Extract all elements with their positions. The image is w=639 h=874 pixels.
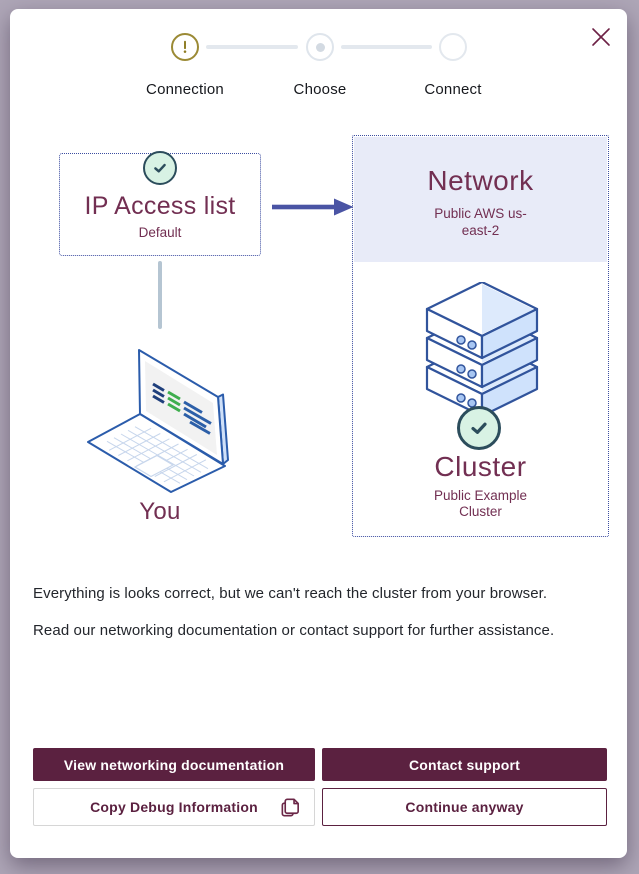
cluster-check-icon <box>457 406 501 450</box>
network-cluster-panel <box>352 135 609 537</box>
step-label-choose: Choose <box>293 81 347 98</box>
status-message-line2: Read our networking documentation or contact support for further assistance. <box>33 622 555 639</box>
step-connect-indicator <box>439 33 467 61</box>
arrow-right-icon <box>272 198 354 216</box>
copy-debug-information-button[interactable]: Copy Debug Information <box>33 788 315 826</box>
stepper-connector <box>341 45 432 49</box>
server-stack-illustration <box>407 282 557 422</box>
connection-troubleshoot-dialog <box>10 9 627 858</box>
step-connection-warning-icon <box>171 33 199 61</box>
close-icon <box>589 25 613 49</box>
step-dot-icon <box>316 43 325 52</box>
step-label-connection: Connection <box>146 81 224 98</box>
laptop-illustration <box>80 348 240 498</box>
contact-support-button[interactable]: Contact support <box>322 748 607 781</box>
view-networking-documentation-button[interactable]: View networking documentation <box>33 748 315 781</box>
cluster-subtitle: Public Example Cluster <box>433 488 528 519</box>
copy-icon <box>279 796 302 819</box>
exclamation-icon <box>176 38 194 56</box>
cluster-title: Cluster <box>434 451 527 482</box>
network-section <box>354 137 607 262</box>
ip-access-check-icon <box>143 151 177 185</box>
connection-line <box>158 261 162 329</box>
step-choose-indicator <box>306 33 334 61</box>
stepper-connector <box>206 45 298 49</box>
continue-anyway-button[interactable]: Continue anyway <box>322 788 607 826</box>
network-subtitle: Public AWS us- east-2 <box>434 206 527 238</box>
close-button[interactable] <box>589 25 613 49</box>
network-title: Network <box>427 165 534 196</box>
status-message-line1: Everything is looks correct, but we can't reach the cluster from your browser. <box>33 585 548 602</box>
you-label: You <box>139 498 181 525</box>
step-label-connect: Connect <box>424 81 482 98</box>
ip-access-list-subtitle: Default <box>138 225 182 240</box>
ip-access-list-title: IP Access list <box>84 192 236 220</box>
